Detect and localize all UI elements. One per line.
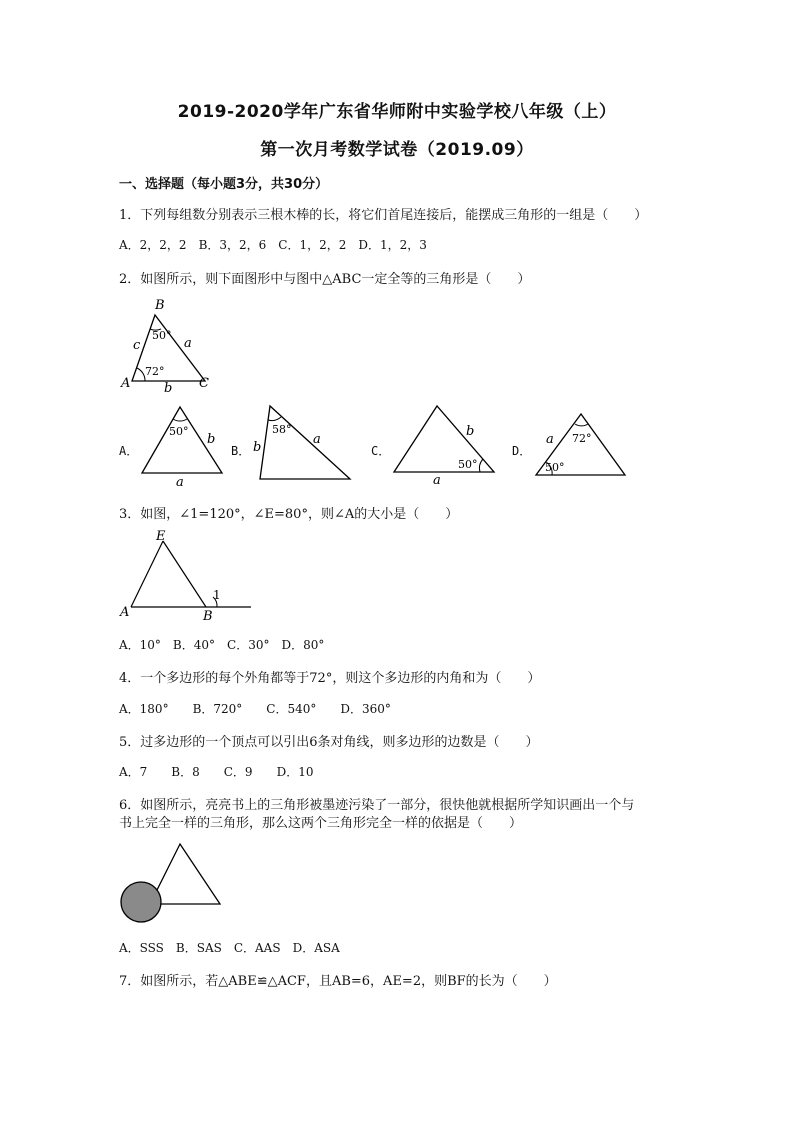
vertex-a-label: A xyxy=(121,376,131,391)
question-2-option-b-label: B． xyxy=(231,444,251,458)
question-2-stem: 2．如图所示，则下面图形中与图中△ABC一定全等的三角形是（ ） xyxy=(119,272,531,287)
point-a-label: A xyxy=(120,605,130,620)
question-2-option-d-label: D． xyxy=(512,444,532,458)
triangle-abc xyxy=(132,315,205,381)
option-c-side-b: b xyxy=(466,424,475,439)
option-a-side-b: b xyxy=(207,432,216,447)
question-2-option-a-label: A． xyxy=(119,444,139,458)
question-1-options: A．2，2，2 B．3，2，6 C．1，2，2 D．1，2，3 xyxy=(119,238,427,252)
option-b-side-b: b xyxy=(253,440,262,455)
option-a-side-a: a xyxy=(176,475,184,490)
question-3-options: A．10° B．40° C．30° D．80° xyxy=(119,638,325,652)
vertex-c-label: C xyxy=(199,376,209,391)
option-b-side-a: a xyxy=(313,432,321,447)
question-1-stem: 1．下列每组数分别表示三根木棒的长，将它们首尾连接后，能摆成三角形的一组是（ ） xyxy=(119,208,648,223)
question-4-stem: 4．一个多边形的每个外角都等于72°，则这个多边形的内角和为（ ） xyxy=(119,671,541,686)
partial-triangle xyxy=(150,844,220,904)
question-6-stem-line-2: 书上完全一样的三角形，那么这两个三角形完全一样的依据是（ ） xyxy=(119,816,523,831)
question-6-stem-line-1: 6．如图所示，亮亮书上的三角形被墨迹污染了一部分，很快他就根据所学知识画出一个与 xyxy=(119,798,635,813)
side-c-label: c xyxy=(133,338,141,353)
angle-b-value: 50° xyxy=(152,329,172,342)
option-c-side-a: a xyxy=(433,473,441,488)
point-e-label: E xyxy=(156,529,166,544)
angle-a-value: 72° xyxy=(145,365,165,378)
question-7-stem: 7．如图所示，若△ABE≌△ACF，且AB=6，AE=2，则BF的长为（ ） xyxy=(119,974,557,989)
question-2-option-d-figure xyxy=(532,400,632,485)
title-line-2: 第一次月考数学试卷（2019.09） xyxy=(260,140,534,160)
question-2-option-c-label: C． xyxy=(371,444,391,458)
angle-a-arc xyxy=(137,368,145,381)
question-2-option-b-figure xyxy=(250,400,360,485)
option-d-angle-top: 72° xyxy=(572,432,592,445)
question-2-figure xyxy=(115,297,235,396)
option-d-angle-bottom: 50° xyxy=(545,461,565,474)
point-b-label: B xyxy=(203,609,213,624)
option-c-angle: 50° xyxy=(458,458,478,471)
question-5-stem: 5．过多边形的一个顶点可以引出6条对角线，则多边形的边数是（ ） xyxy=(119,735,539,750)
option-d-side-a: a xyxy=(546,432,554,447)
question-3-figure xyxy=(118,527,258,622)
question-6-figure xyxy=(120,840,230,925)
section-heading: 一、选择题（每小题3分，共30分） xyxy=(119,177,329,192)
question-5-options: A．7 B．8 C．9 D．10 xyxy=(119,765,314,779)
option-a-angle: 50° xyxy=(169,425,189,438)
question-3-stem: 3．如图，∠1=120°，∠E=80°，则∠A的大小是（ ） xyxy=(119,507,459,522)
question-2-option-a-figure xyxy=(138,400,238,490)
question-2-option-c-figure xyxy=(392,400,502,488)
question-4-options: A．180° B．720° C．540° D．360° xyxy=(119,702,391,716)
angle-1-label: 1 xyxy=(213,588,221,602)
ink-blot xyxy=(121,882,161,922)
vertex-b-label: B xyxy=(155,298,165,313)
side-b-label: b xyxy=(164,381,173,396)
option-b-angle: 58° xyxy=(272,423,292,436)
title-line-1: 2019-2020学年广东省华师附中实验学校八年级（上） xyxy=(177,102,617,122)
question-6-options: A．SSS B．SAS C．AAS D．ASA xyxy=(119,941,340,955)
side-a-label: a xyxy=(184,336,192,351)
